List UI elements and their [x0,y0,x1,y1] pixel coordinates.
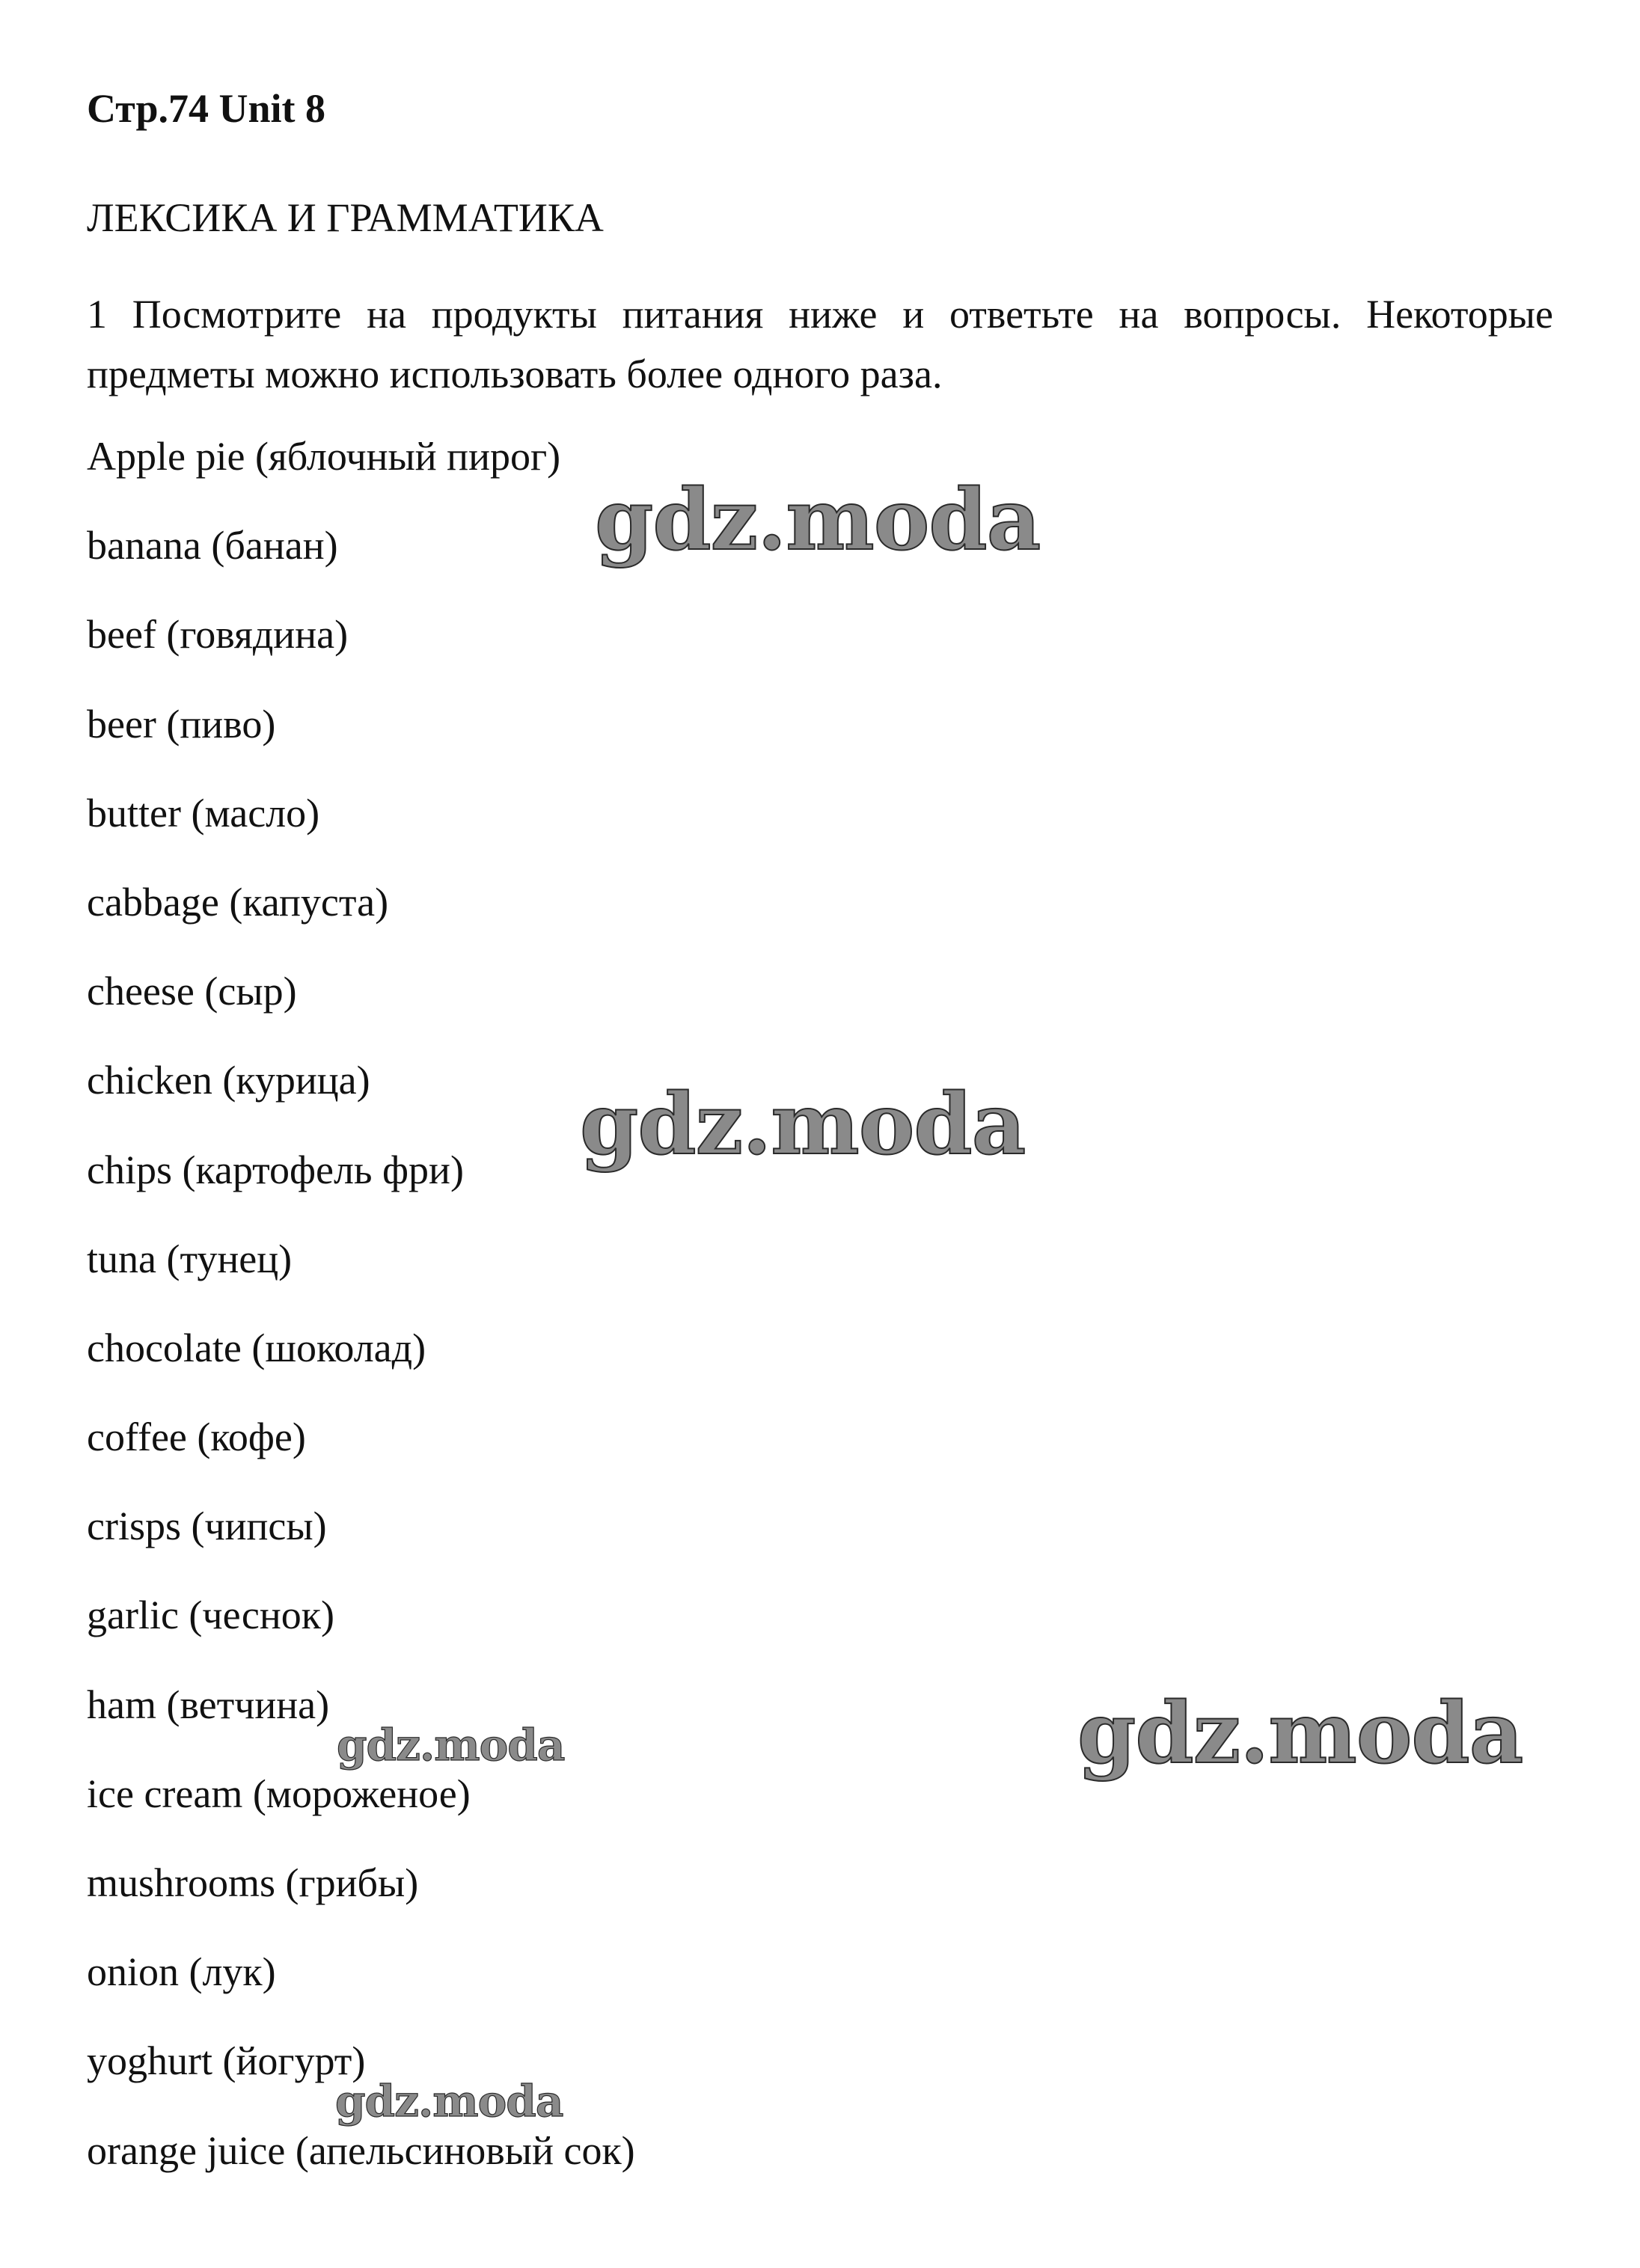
food-list [87,430,635,2213]
food-item-ice-cream: ice cream (мороженое) [87,1771,471,1816]
food-item-cabbage: cabbage (капуста) [87,879,389,925]
food-item-mushrooms: mushrooms (грибы) [87,1860,419,1905]
food-item-chicken: chicken (курица) [87,1058,370,1103]
watermark: gdz.moda [1077,1685,1523,1783]
food-item-crisps: crisps (чипсы) [87,1504,327,1549]
food-item-apple-pie: Apple pie (яблочный пирог) [87,434,561,479]
watermark: gdz.moda [337,1720,565,1771]
section-title: ЛЕКСИКА И ГРАММАТИКА [87,195,604,240]
food-item-chips: chips (картофель фри) [87,1147,464,1192]
food-item-ham: ham (ветчина) [87,1682,330,1727]
watermark: gdz.moda [335,2076,563,2127]
food-item-yoghurt: yoghurt (йогурт) [87,2038,366,2084]
page-heading: Стр.74 Unit 8 [87,86,326,131]
watermark: gdz.moda [580,1076,1026,1174]
task-instruction: 1 Посмотрите на продукты питания ниже и ответьте на вопросы. Некоторые предметы можно использовать более одного раза. [87,292,1553,396]
food-item-beer: beer (пиво) [87,701,276,747]
food-item-onion: onion (лук) [87,1949,276,1995]
food-item-butter: butter (масло) [87,790,320,836]
watermark: gdz.moda [595,471,1041,569]
food-item-orange-juice: orange juice (апельсиновый сок) [87,2127,635,2173]
food-item-chocolate: chocolate (шоколад) [87,1325,426,1370]
food-item-beef: beef (говядина) [87,612,349,658]
food-item-tuna: tuna (тунец) [87,1236,293,1281]
food-item-cheese: cheese (сыр) [87,969,297,1014]
food-item-banana: banana (банан) [87,523,338,568]
food-item-coffee: coffee (кофе) [87,1415,306,1460]
food-item-garlic: garlic (чеснок) [87,1593,334,1638]
